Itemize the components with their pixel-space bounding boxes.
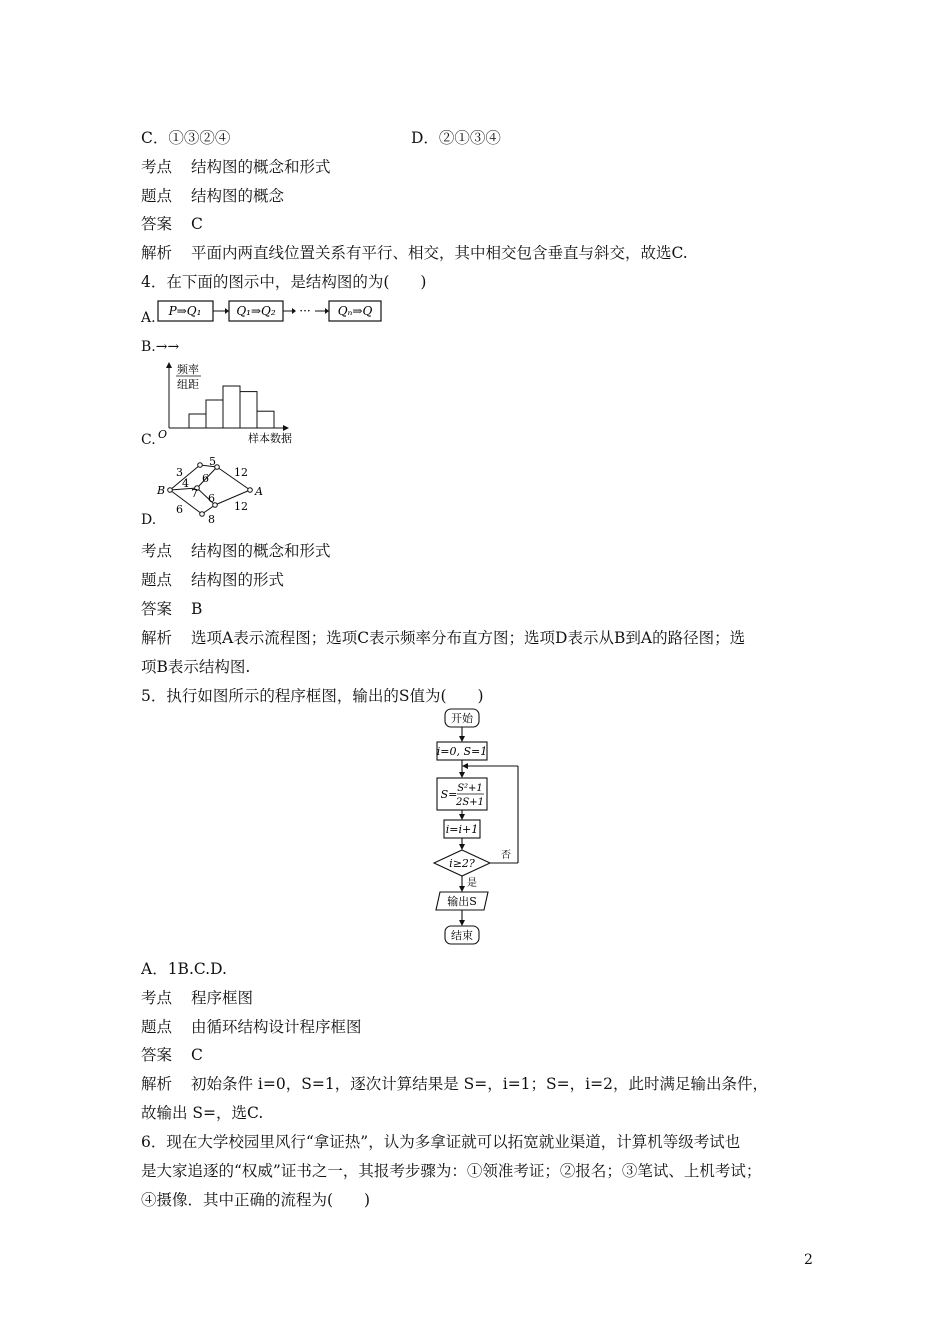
q6-stem-line3: ④摄像．其中正确的流程为( ) — [141, 1191, 371, 1209]
q3-tidian — [141, 184, 284, 206]
q4-kaodian — [141, 539, 331, 561]
kaodian-label: 考点 — [141, 158, 173, 176]
q4-stem: 4．在下面的图示中，是结构图的为( ) — [141, 273, 427, 291]
box-qn-q: Qₙ⇒Q — [337, 304, 373, 318]
q5-analysis — [141, 1072, 768, 1094]
edge-label: 8 — [208, 513, 215, 525]
tidian-label: 题点 — [141, 1018, 173, 1036]
tidian-text: 结构图的形式 — [191, 571, 285, 589]
node-b: B — [157, 484, 166, 497]
flow-assign-lhs: S= — [440, 788, 458, 801]
q5-flowchart — [420, 706, 530, 948]
histogram-bar — [240, 392, 257, 428]
flow-init: i=0, S=1 — [436, 745, 488, 758]
histogram-bar — [257, 411, 274, 428]
q5-stem: 5．执行如图所示的程序框图，输出的S值为( ) — [141, 687, 484, 705]
q4-option-c-label: C. — [141, 432, 156, 448]
histogram-bar — [206, 400, 223, 428]
flow-start: 开始 — [451, 712, 473, 725]
q5-options: A．1B.C.D. — [141, 960, 227, 978]
node-a: A — [255, 485, 263, 498]
edge-label: 12 — [234, 466, 248, 479]
edge-label: 4 — [182, 477, 189, 490]
flow-assign-den: 2S+1 — [456, 797, 484, 808]
analysis-label: 解析 — [141, 244, 173, 262]
q4-option-b: B.→→ — [141, 339, 180, 355]
histogram-bar — [189, 414, 206, 428]
flow-assign-num: S²+1 — [457, 783, 483, 794]
q3-answer — [141, 212, 203, 234]
tidian-text: 由循环结构设计程序框图 — [191, 1018, 362, 1036]
answer-text: B — [191, 600, 203, 618]
q3-kaodian — [141, 155, 331, 177]
origin-label: O — [158, 428, 168, 441]
q4-answer — [141, 597, 202, 619]
q5-tidian — [141, 1015, 362, 1037]
analysis-text: 初始条件 i=0，S=1，逐次计算结果是 S=，i=1；S=，i=2，此时满足输出条件， — [191, 1075, 768, 1093]
analysis-label: 解析 — [141, 629, 173, 647]
tidian-label: 题点 — [141, 187, 173, 205]
tidian-text: 结构图的概念 — [191, 187, 285, 205]
flow-end: 结束 — [451, 929, 473, 942]
kaodian-label: 考点 — [141, 542, 173, 560]
q4-option-a-diagram — [155, 298, 385, 324]
histogram-bar — [223, 386, 240, 428]
q4-analysis-cont: 项B表示结构图. — [141, 658, 251, 676]
kaodian-text: 结构图的概念和形式 — [191, 542, 331, 560]
kaodian-text: 结构图的概念和形式 — [191, 158, 331, 176]
ylabel-top: 频率 — [177, 363, 199, 376]
q6-stem-line1: 6．现在大学校园里风行“拿证热”，认为多拿证就可以拓宽就业渠道，计算机等级考试也 — [141, 1133, 741, 1151]
flow-condition: i≥2? — [449, 857, 475, 870]
q4-tidian — [141, 568, 284, 590]
q6-stem-line2: 是大家追逐的“权威”证书之一，其报考步骤为：①领准考证；②报名；③笔试、上机考试； — [141, 1162, 762, 1180]
q4-analysis — [141, 626, 745, 648]
answer-text: C — [191, 1046, 203, 1064]
kaodian-label: 考点 — [141, 989, 173, 1007]
flow-output: 输出S — [447, 895, 477, 908]
edge-label: 12 — [234, 500, 248, 513]
q5-kaodian — [141, 986, 253, 1008]
answer-label: 答案 — [141, 215, 173, 233]
analysis-text: 平面内两直线位置关系有平行、相交，其中相交包含垂直与斜交，故选C. — [191, 244, 688, 262]
q4-histogram — [155, 360, 305, 448]
q5-answer — [141, 1043, 203, 1065]
tidian-label: 题点 — [141, 571, 173, 589]
answer-text: C — [191, 215, 203, 233]
edge-label: 6 — [176, 503, 183, 516]
answer-label: 答案 — [141, 600, 173, 618]
ylabel-bottom: 组距 — [177, 378, 199, 391]
q4-option-d-label: D. — [141, 512, 157, 528]
flow-no: 否 — [501, 850, 511, 861]
box-p-q1: P⇒Q₁ — [168, 304, 202, 318]
page-number: 2 — [804, 1252, 813, 1268]
q3-analysis — [141, 241, 688, 263]
edge-label: 6 — [208, 492, 215, 505]
flow-yes: 是 — [467, 878, 477, 889]
analysis-text: 选项A表示流程图；选项C表示频率分布直方图；选项D表示从B到A的路径图；选 — [191, 629, 746, 647]
kaodian-text: 程序框图 — [191, 989, 254, 1007]
edge-label: 6 — [202, 472, 209, 485]
q4-path-graph — [155, 455, 270, 525]
edge-label: 7 — [191, 487, 198, 500]
flow-increment: i=i+1 — [445, 823, 479, 836]
xlabel: 样本数据 — [248, 432, 292, 445]
edge-label: 5 — [209, 455, 216, 468]
edge-label: 3 — [176, 466, 183, 479]
q3-option-c: C．①③②④ — [141, 129, 231, 147]
box-q1-q2: Q₁⇒Q₂ — [236, 304, 276, 318]
q5-analysis-cont: 故输出 S=，选C. — [141, 1104, 264, 1122]
analysis-label: 解析 — [141, 1075, 173, 1093]
dots: ··· — [299, 304, 311, 318]
q4-option-a-label: A. — [141, 310, 156, 326]
answer-label: 答案 — [141, 1046, 173, 1064]
q3-option-d: D．②①③④ — [411, 129, 501, 147]
